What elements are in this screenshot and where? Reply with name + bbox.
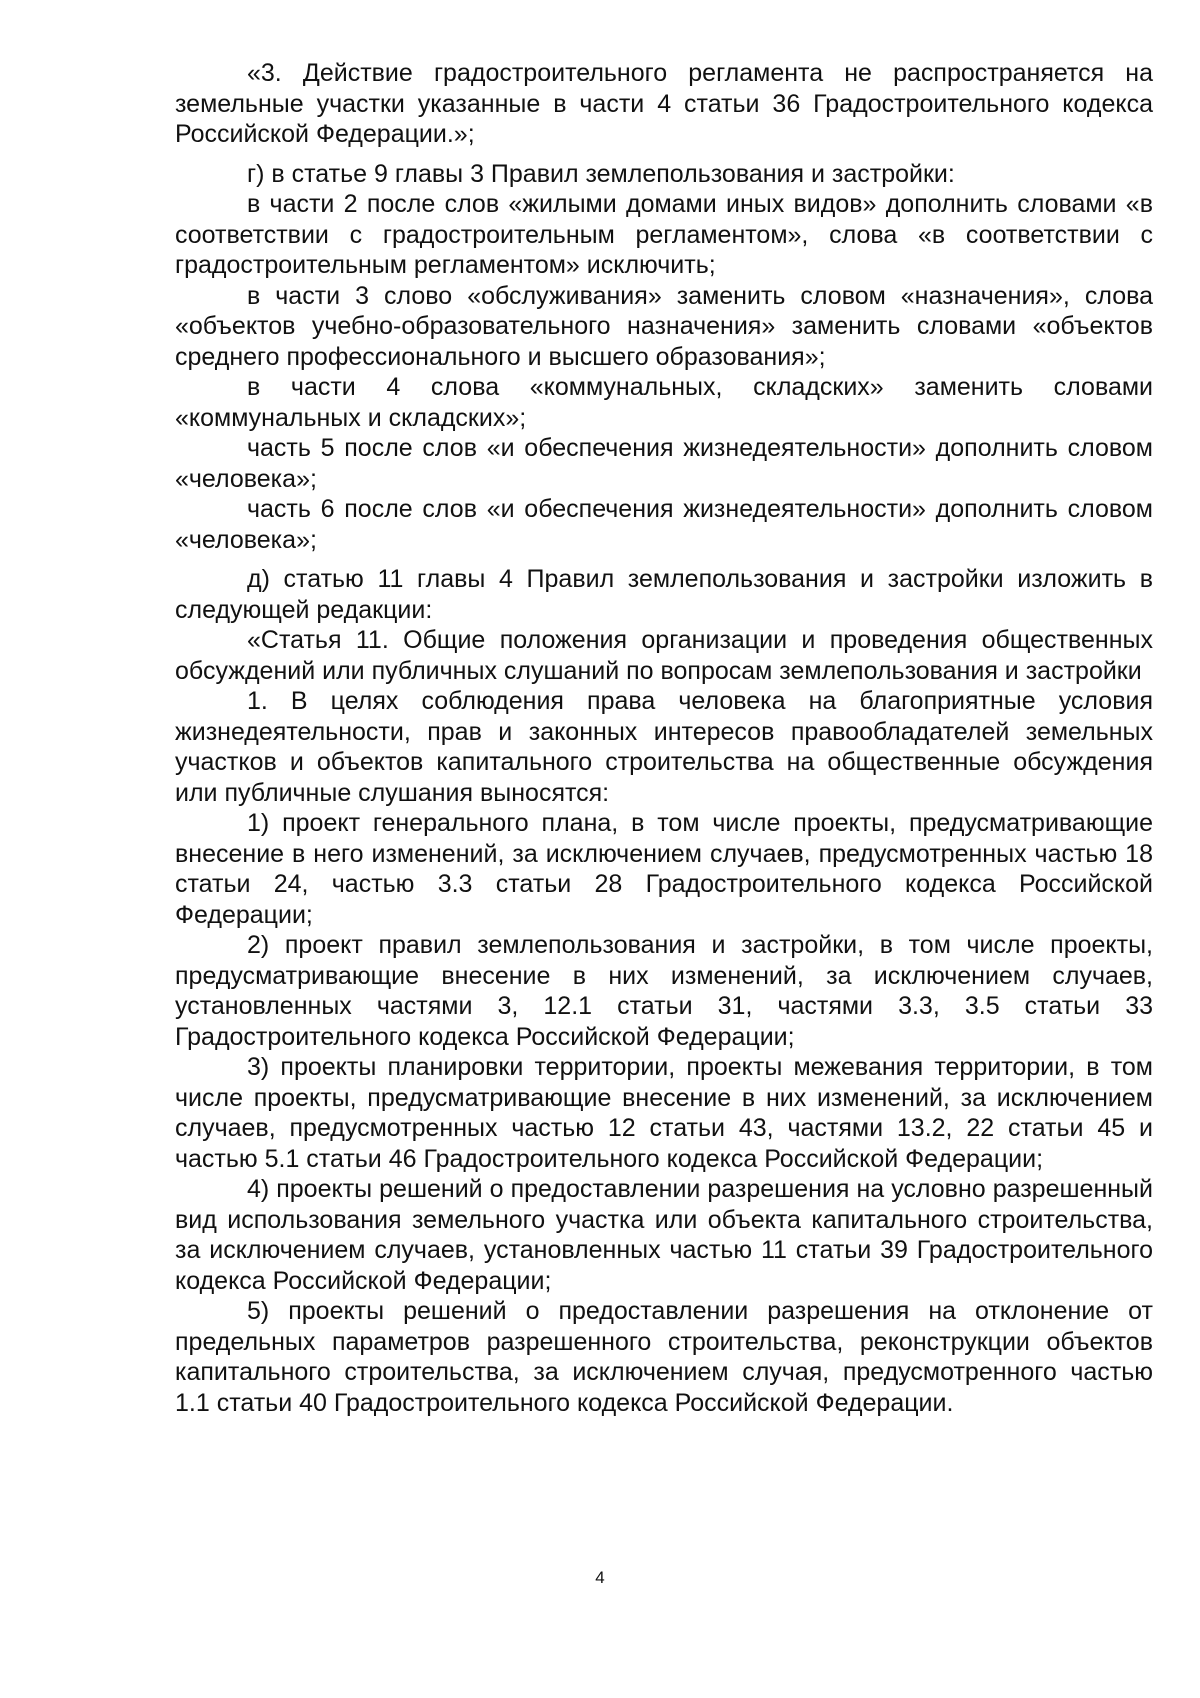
list-item-1: 1) проект генерального плана, в том числе проекты, предусматривающие внесение в него изменений, за исключением случаев, предусмотренных частью 18 статьи 24, частью 3.3 статьи 28 Градостроительного кодекса Российской Федерации; <box>175 809 1153 929</box>
paragraph-regulation-scope: «3. Действие градостроительного регламента не распространяется на земельные участки указанные в части 4 статьи 36 Градостроительного кодекса Российской Федерации.»; <box>175 59 1153 148</box>
list-item-5: 5) проекты решений о предоставлении разрешения на отклонение от предельных параметров разрешенного строительства, реконструкции объектов капитального строительства, за исключением случая, предусмотренного частью 1.1 статьи 40 Градостроительного кодекса Российской Федерации. <box>175 1297 1153 1417</box>
article-11-heading: «Статья 11. Общие положения организации и проведения общественных обсуждений или публичных слушаний по вопросам землепользования и застройки <box>175 626 1153 685</box>
document-body <box>175 58 1153 1418</box>
paragraph-item-d: д) статью 11 главы 4 Правил землепользования и застройки изложить в следующей редакции: <box>175 565 1153 624</box>
list-item-3: 3) проекты планировки территории, проекты межевания территории, в том числе проекты, предусматривающие внесение в них изменений, за исключением случаев, предусмотренных частью 12 статьи 43, частями 13.2, 22 статьи 45 и частью 5.1 статьи 46 Градостроительного кодекса Российской Федерации; <box>175 1053 1153 1173</box>
page-number: 4 <box>595 1568 605 1587</box>
paragraph-part-2: в части 2 после слов «жилыми домами иных видов» дополнить словами «в соответствии с градостроительным регламентом», слова «в соответствии с градостроительным регламентом» исключить; <box>175 190 1153 279</box>
paragraph-part-3: в части 3 слово «обслуживания» заменить словом «назначения», слова «объектов учебно-образовательного назначения» заменить словами «объектов среднего профессионального и высшего образования»; <box>175 281 1153 371</box>
paragraph-article-11-part-1: 1. В целях соблюдения права человека на благоприятные условия жизнедеятельности, прав и законных интересов правообладателей земельных участков и объектов капитального строительства на общественные обсуждения или публичные слушания выносятся: <box>175 687 1153 807</box>
paragraph-part-4: в части 4 слова «коммунальных, складских» заменить словами «коммунальных и складских»; <box>175 373 1153 432</box>
list-item-2: 2) проект правил землепользования и застройки, в том числе проекты, предусматривающие внесение в них изменений, за исключением случаев, установленных частями 3, 12.1 статьи 31, частями 3.3, 3.5 статьи 33 Градостроительного кодекса Российской Федерации; <box>175 931 1153 1051</box>
paragraph-part-6: часть 6 после слов «и обеспечения жизнедеятельности» дополнить словом «человека»; <box>175 495 1153 554</box>
paragraph-part-5: часть 5 после слов «и обеспечения жизнедеятельности» дополнить словом «человека»; <box>175 434 1153 493</box>
paragraph-item-g: г) в статье 9 главы 3 Правил землепользования и застройки: <box>247 159 955 188</box>
list-item-4: 4) проекты решений о предоставлении разрешения на условно разрешенный вид использования земельного участка или объекта капитального строительства, за исключением случаев, установленных частью 11 статьи 39 Градостроительного кодекса Российской Федерации; <box>175 1175 1153 1295</box>
